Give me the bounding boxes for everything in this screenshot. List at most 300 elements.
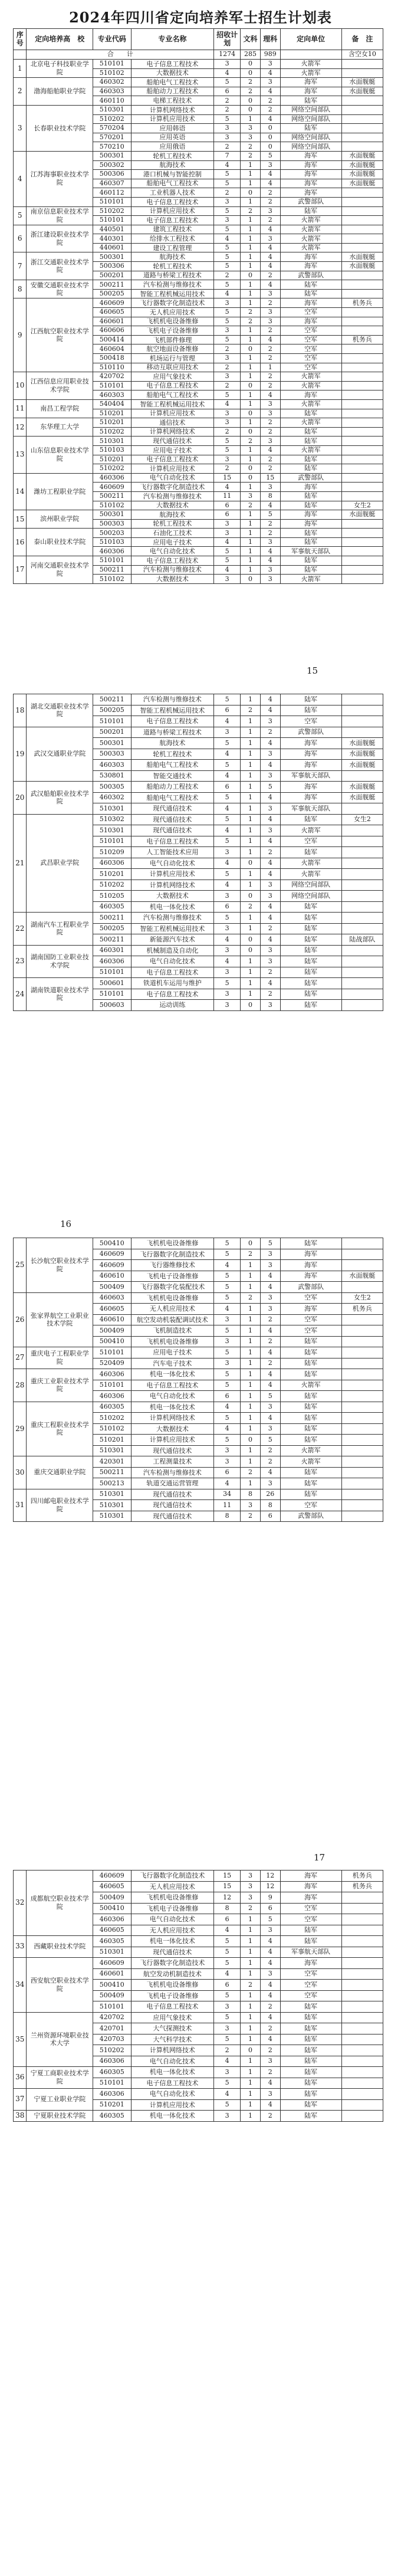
remark [341, 923, 383, 934]
target-unit: 陆军 [280, 2001, 341, 2013]
major-code: 500211 [93, 565, 131, 575]
major-code: 510102 [93, 501, 131, 510]
plan-count: 4 [214, 749, 241, 760]
remark: 机务兵 [341, 1871, 383, 1882]
major-name: 飞机电子设备维修 [131, 326, 214, 336]
major-code: 510101 [93, 1347, 131, 1358]
school-name: 西安航空职业技术学院 [27, 1958, 93, 2013]
arts-count: 0 [241, 1238, 261, 1249]
remark [341, 716, 383, 727]
row-number: 22 [14, 913, 27, 946]
remark [341, 1478, 383, 1489]
target-unit: 海军 [280, 1958, 341, 1969]
science-count: 4 [260, 68, 280, 78]
arts-count: 1 [241, 770, 261, 782]
plan-count: 4 [214, 1304, 241, 1315]
arts-count: 0 [241, 381, 261, 390]
target-unit: 陆军 [280, 491, 341, 501]
arts-count: 3 [241, 491, 261, 501]
arts-count: 1 [241, 2034, 261, 2045]
plan-count: 3 [214, 967, 241, 978]
target-unit: 陆军 [280, 1925, 341, 1936]
science-count: 3 [260, 880, 280, 891]
plan-count: 5 [214, 792, 241, 803]
plan-count: 8 [214, 1903, 241, 1914]
science-count: 2 [260, 1445, 280, 1456]
remark [341, 880, 383, 891]
science-count: 3 [260, 78, 280, 87]
target-unit: 陆军 [280, 1435, 341, 1446]
major-name: 计算机应用技术 [131, 114, 214, 124]
remark: 机务兵 [341, 1881, 383, 1892]
major-name: 航海技术 [131, 160, 214, 170]
science-count: 2 [260, 967, 280, 978]
arts-count: 3 [241, 1881, 261, 1892]
arts-count: 1 [241, 252, 261, 262]
major-code: 460303 [93, 87, 131, 96]
remark: 水面舰艇 [341, 78, 383, 87]
target-unit: 陆军 [280, 956, 341, 967]
major-name: 轮机工程技术 [131, 519, 214, 529]
plan-count: 5 [214, 437, 241, 446]
target-unit: 空军 [280, 1914, 341, 1925]
table-row [14, 1369, 383, 1380]
plan-count: 5 [214, 2078, 241, 2089]
major-name: 电气自动化技术 [131, 956, 214, 967]
target-unit: 网络空间部队 [280, 880, 341, 891]
school-name: 浙江建设职业技术学院 [27, 225, 93, 252]
science-count: 4 [260, 2012, 280, 2023]
header-unit: 定向单位 [280, 29, 341, 50]
remark [341, 409, 383, 418]
science-count: 6 [260, 1511, 280, 1522]
remark [341, 858, 383, 869]
plan-count: 3 [214, 133, 241, 142]
science-count: 3 [260, 2089, 280, 2100]
major-name: 机电一体化技术 [131, 2111, 214, 2122]
arts-count: 1 [241, 399, 261, 409]
remark: 水面舰艇 [341, 179, 383, 188]
arts-count: 0 [241, 858, 261, 869]
major-name: 应用气象技术 [131, 2012, 214, 2023]
plan-count: 4 [214, 1402, 241, 1413]
plan-count: 3 [214, 989, 241, 1000]
major-name: 航海技术 [131, 252, 214, 262]
target-unit: 陆军 [280, 934, 341, 946]
plan-count: 3 [214, 2111, 241, 2122]
remark [341, 1423, 383, 1435]
major-code: 460605 [93, 1304, 131, 1315]
school-name: 泰山职业技术学院 [27, 529, 93, 556]
plan-count: 3 [214, 575, 241, 584]
plan-count: 2 [214, 142, 241, 152]
major-code: 460306 [93, 956, 131, 967]
plan-count: 4 [214, 1423, 241, 1435]
table-row [14, 60, 383, 69]
remark [341, 399, 383, 409]
remark [341, 1947, 383, 1958]
plan-count: 5 [214, 1238, 241, 1249]
major-name: 智能工程机械运用技术 [131, 705, 214, 716]
major-code: 510101 [93, 216, 131, 225]
school-name: 浙江交通职业技术学院 [27, 252, 93, 280]
major-name: 船舶电气工程技术 [131, 179, 214, 188]
major-name: 工业机器人技术 [131, 188, 214, 198]
arts-count: 1 [241, 354, 261, 363]
plan-count: 3 [214, 418, 241, 428]
target-unit: 火箭军 [280, 1445, 341, 1456]
target-unit: 陆军 [280, 1402, 341, 1413]
major-name: 电子信息工程技术 [131, 967, 214, 978]
remark [341, 243, 383, 252]
target-unit: 陆军 [280, 978, 341, 989]
table-row [14, 399, 383, 409]
major-code: 570201 [93, 133, 131, 142]
target-unit: 陆军 [280, 814, 341, 825]
school-name: 四川邮电职业技术学院 [27, 1489, 93, 1522]
major-name: 应用电子技术 [131, 1347, 214, 1358]
plan-count: 2 [214, 427, 241, 437]
major-name: 飞机电子设备维修 [131, 1903, 214, 1914]
major-code: 460305 [93, 901, 131, 913]
remark [341, 381, 383, 390]
row-number: 21 [14, 814, 27, 913]
science-count: 4 [260, 738, 280, 749]
major-code: 500211 [93, 280, 131, 290]
science-count: 26 [260, 1489, 280, 1500]
table-row [14, 1489, 383, 1500]
major-code: 460306 [93, 473, 131, 483]
target-unit: 陆军 [280, 923, 341, 934]
major-code: 510101 [93, 1380, 131, 1391]
target-unit: 空军 [280, 1968, 341, 1980]
target-unit: 空军 [280, 1325, 341, 1337]
plan-count: 4 [214, 289, 241, 298]
major-code: 500301 [93, 738, 131, 749]
arts-count: 1 [241, 2023, 261, 2034]
table-row [14, 78, 383, 87]
major-name: 机电一体化技术 [131, 1402, 214, 1413]
science-count: 2 [260, 2023, 280, 2034]
plan-count: 4 [214, 399, 241, 409]
science-count: 2 [260, 455, 280, 464]
science-count: 4 [260, 114, 280, 124]
arts-count: 1 [241, 694, 261, 705]
school-name: 湖南国防工业职业技术学院 [27, 945, 93, 978]
major-name: 无人机应用技术 [131, 1881, 214, 1892]
arts-count: 1 [241, 727, 261, 738]
arts-count: 1 [241, 989, 261, 1000]
science-count: 3 [260, 1478, 280, 1489]
arts-count: 2 [241, 206, 261, 216]
major-name: 现代通信技术 [131, 1947, 214, 1958]
plan-count: 12 [214, 1892, 241, 1904]
science-count: 3 [260, 234, 280, 244]
target-unit: 陆军 [280, 2012, 341, 2023]
major-code: 500211 [93, 1467, 131, 1478]
major-code: 510101 [93, 716, 131, 727]
remark [341, 1391, 383, 1402]
major-code: 460605 [93, 308, 131, 317]
arts-count: 1 [241, 967, 261, 978]
major-name: 无人机应用技术 [131, 1925, 214, 1936]
school-name: 东华理工大学 [27, 418, 93, 437]
major-code: 510103 [93, 537, 131, 547]
remark [341, 216, 383, 225]
major-name: 大数据技术 [131, 891, 214, 902]
arts-count: 1 [241, 1402, 261, 1413]
major-name: 无人机应用技术 [131, 308, 214, 317]
target-unit: 武警部队 [280, 271, 341, 280]
major-code: 500306 [93, 262, 131, 271]
target-unit: 空军 [280, 1990, 341, 2001]
plan-count: 3 [214, 923, 241, 934]
school-name: 长春职业技术学院 [27, 105, 93, 151]
plan-count: 5 [214, 445, 241, 455]
science-count: 2 [260, 427, 280, 437]
major-code: 510103 [93, 445, 131, 455]
major-name: 飞机机电设备维修 [131, 1892, 214, 1904]
science-count: 4 [260, 1413, 280, 1424]
arts-count: 2 [241, 151, 261, 160]
plan-count: 5 [214, 913, 241, 924]
major-code: 510209 [93, 847, 131, 858]
school-name: 江苏海事职业技术学院 [27, 151, 93, 206]
remark [341, 372, 383, 382]
target-unit: 空军 [280, 354, 341, 363]
school-name: 安徽交通职业技术学院 [27, 280, 93, 298]
remark [341, 694, 383, 705]
major-code: 440301 [93, 234, 131, 244]
arts-count: 1 [241, 1914, 261, 1925]
arts-count: 0 [241, 105, 261, 114]
major-name: 飞行器数字化制造技术 [131, 1871, 214, 1882]
major-name: 给排水工程技术 [131, 234, 214, 244]
major-code: 500409 [93, 1892, 131, 1904]
major-code: 460306 [93, 2089, 131, 2100]
remark: 女生2 [341, 1292, 383, 1304]
arts-count: 2 [241, 437, 261, 446]
science-count: 4 [260, 792, 280, 803]
major-code: 500211 [93, 694, 131, 705]
major-name: 机电一体化技术 [131, 901, 214, 913]
plan-count: 4 [214, 1260, 241, 1271]
arts-count: 3 [241, 1892, 261, 1904]
science-count: 9 [260, 1892, 280, 1904]
plan-count: 2 [214, 271, 241, 280]
science-count: 3 [260, 2056, 280, 2067]
major-name: 智能交通技术 [131, 770, 214, 782]
major-code: 460306 [93, 1914, 131, 1925]
science-count: 4 [260, 1936, 280, 1947]
target-unit: 火箭军 [280, 825, 341, 836]
science-count: 4 [260, 170, 280, 179]
plan-count: 5 [214, 1249, 241, 1260]
row-number: 8 [14, 280, 27, 298]
major-code: 500205 [93, 705, 131, 716]
school-name: 武汉交通职业学院 [27, 727, 93, 782]
plan-count: 6 [214, 510, 241, 520]
major-code: 420301 [93, 1456, 131, 1468]
science-count: 3 [260, 437, 280, 446]
table-row [14, 1347, 383, 1358]
science-count: 6 [260, 1903, 280, 1914]
major-name: 飞行器数字化制造技术 [131, 1958, 214, 1969]
major-code: 500201 [93, 727, 131, 738]
major-name: 轮机工程技术 [131, 262, 214, 271]
plan-count: 6 [214, 1980, 241, 1991]
major-code: 500410 [93, 1980, 131, 1991]
arts-count: 1 [241, 390, 261, 400]
remark [341, 1489, 383, 1500]
target-unit: 陆军 [280, 1358, 341, 1369]
major-name: 建筑工程技术 [131, 225, 214, 234]
major-name: 计算机网络技术 [131, 105, 214, 114]
remark [341, 317, 383, 326]
major-name: 船舶动力工程技术 [131, 87, 214, 96]
remark: 水面舰艇 [341, 782, 383, 793]
summary-label: 合 计 [27, 50, 214, 60]
arts-count: 0 [241, 891, 261, 902]
science-count: 5 [260, 782, 280, 793]
row-number: 29 [14, 1402, 27, 1456]
plan-count: 5 [214, 206, 241, 216]
plan-count: 3 [214, 372, 241, 382]
major-code: 460305 [93, 2111, 131, 2122]
major-name: 电子信息工程技术 [131, 556, 214, 566]
target-unit: 陆军 [280, 1423, 341, 1435]
arts-count: 1 [241, 923, 261, 934]
major-code: 460605 [93, 1925, 131, 1936]
remark [341, 1260, 383, 1271]
science-count: 4 [260, 1282, 280, 1293]
summary-plan: 1274 [214, 50, 241, 60]
table-row [14, 2111, 383, 2122]
major-name: 船舶电气工程技术 [131, 78, 214, 87]
major-code: 510201 [93, 418, 131, 428]
arts-count: 1 [241, 2056, 261, 2067]
major-code: 500301 [93, 252, 131, 262]
major-code: 500305 [93, 782, 131, 793]
major-code: 460306 [93, 1391, 131, 1402]
table-row [14, 1402, 383, 1413]
science-count: 4 [260, 1990, 280, 2001]
target-unit: 陆军 [280, 2067, 341, 2078]
plan-count: 5 [214, 280, 241, 290]
target-unit: 陆军 [280, 537, 341, 547]
target-unit: 网络空间部队 [280, 133, 341, 142]
remark [341, 464, 383, 474]
remark [341, 978, 383, 989]
major-code: 510202 [93, 206, 131, 216]
plan-count: 2 [214, 344, 241, 354]
science-count: 4 [260, 252, 280, 262]
school-name: 宁夏职业技术学院 [27, 2111, 93, 2122]
science-count: 4 [260, 1325, 280, 1337]
arts-count: 2 [241, 901, 261, 913]
science-count: 5 [260, 1238, 280, 1249]
target-unit: 陆军 [280, 501, 341, 510]
arts-count: 3 [241, 1871, 261, 1882]
target-unit: 陆军 [280, 2089, 341, 2100]
target-unit: 空军 [280, 1292, 341, 1304]
major-code: 460609 [93, 1871, 131, 1882]
plan-count: 4 [214, 770, 241, 782]
school-name: 长沙航空职业技术学院 [27, 1238, 93, 1293]
arts-count: 2 [241, 87, 261, 96]
science-count: 4 [260, 869, 280, 880]
plan-count: 5 [214, 1435, 241, 1446]
major-code: 510202 [93, 1413, 131, 1424]
science-count: 2 [260, 372, 280, 382]
major-name: 轮机工程技术 [131, 151, 214, 160]
remark: 水面舰艇 [341, 749, 383, 760]
remark [341, 68, 383, 78]
remark [341, 1968, 383, 1980]
major-code: 510202 [93, 427, 131, 437]
science-count: 1 [260, 363, 280, 372]
arts-count: 1 [241, 565, 261, 575]
arts-count: 1 [241, 326, 261, 336]
science-count: 4 [260, 858, 280, 869]
major-code: 510301 [93, 1500, 131, 1511]
remark [341, 124, 383, 133]
target-unit: 武警部队 [280, 197, 341, 206]
science-count: 4 [260, 243, 280, 252]
table-row [14, 372, 383, 382]
major-code: 500302 [93, 160, 131, 170]
arts-count: 1 [241, 1358, 261, 1369]
row-number: 33 [14, 1936, 27, 1958]
target-unit: 陆军 [280, 913, 341, 924]
major-code: 500211 [93, 491, 131, 501]
remark [341, 344, 383, 354]
major-name: 航海技术 [131, 738, 214, 749]
major-name: 轮机工程技术 [131, 749, 214, 760]
remark [341, 1238, 383, 1249]
remark [341, 2012, 383, 2023]
table-row [14, 252, 383, 262]
major-name: 计算机应用技术 [131, 206, 214, 216]
school-name: 江西航空职业技术学院 [27, 298, 93, 372]
science-count: 3 [260, 399, 280, 409]
target-unit: 火箭军 [280, 869, 341, 880]
major-code: 460301 [93, 945, 131, 956]
school-name: 南京信息职业技术学院 [27, 206, 93, 225]
remark [341, 1435, 383, 1446]
major-name: 应用英语 [131, 133, 214, 142]
arts-count: 1 [241, 547, 261, 556]
target-unit: 武警部队 [280, 473, 341, 483]
school-name: 湖南铁道职业技术学院 [27, 978, 93, 1011]
school-name: 湖北交通职业技术学院 [27, 694, 93, 727]
remark: 水面舰艇 [341, 738, 383, 749]
school-name: 渤海船舶职业学院 [27, 78, 93, 106]
science-count: 3 [260, 1423, 280, 1435]
science-count: 4 [260, 280, 280, 290]
remark [341, 1990, 383, 2001]
major-name: 无人机应用技术 [131, 1304, 214, 1315]
remark [341, 1445, 383, 1456]
remark [341, 1936, 383, 1947]
row-number: 34 [14, 1958, 27, 2013]
plan-count: 4 [214, 1478, 241, 1489]
school-name: 重庆电子工程职业学院 [27, 1347, 93, 1369]
plan-count: 3 [214, 1456, 241, 1468]
science-count: 5 [260, 1391, 280, 1402]
plan-count: 3 [214, 2001, 241, 2013]
remark [341, 2089, 383, 2100]
